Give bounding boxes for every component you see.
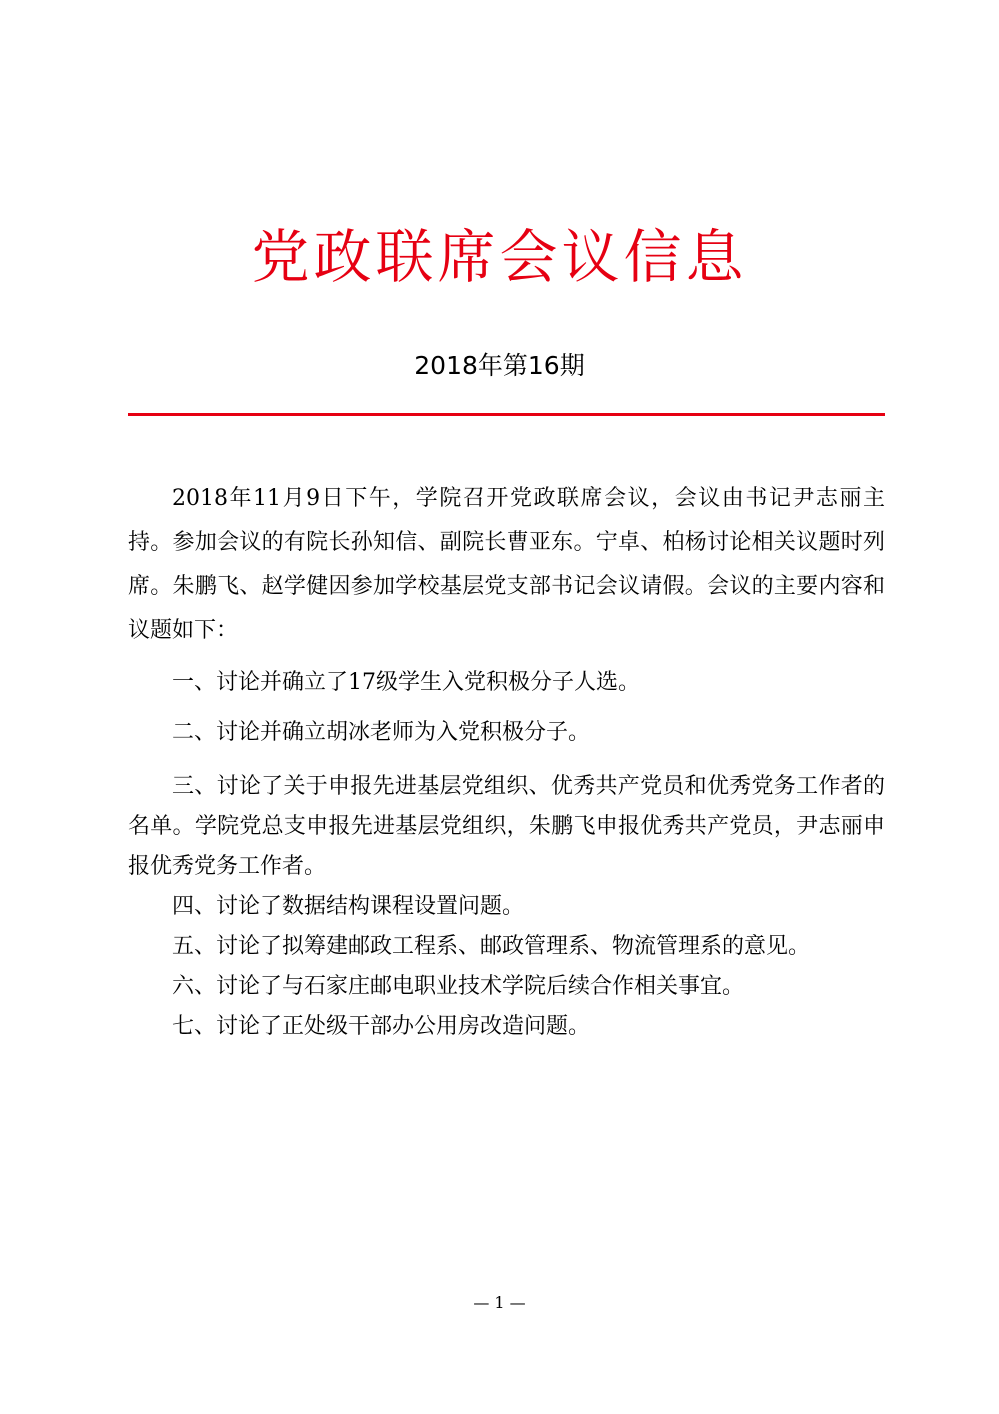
document-title: 党政联席会议信息 [251,223,748,291]
issue-number: 2018年第16期 [414,351,585,380]
intro-paragraph: 2018年11月9日下午，学院召开党政联席会议，会议由书记尹志丽主持。参加会议的有院长孙知信、副院长曹亚东。宁卓、柏杨讨论相关议题时列席。朱鹏飞、赵学健因参加学校基层党支部书记会议请假。会议的主要内容和议题如下： [128,486,885,643]
document-body [128,477,885,1047]
agenda-item-3: 三、讨论了关于申报先进基层党组织、优秀共产党员和优秀党务工作者的名单。学院党总支申报先进基层党组织，朱鹏飞申报优秀共产党员，尹志丽申报优秀党务工作者。 [128,774,885,879]
agenda-item-7: 七、讨论了正处级干部办公用房改造问题。 [172,1014,591,1039]
agenda-item-6: 六、讨论了与石家庄邮电职业技术学院后续合作相关事宜。 [172,974,745,999]
agenda-item-2: 二、讨论并确立胡冰老师为入党积极分子。 [172,720,591,745]
agenda-list [128,663,885,1047]
red-divider [128,413,885,416]
agenda-item-1: 一、讨论并确立了17级学生入党积极分子人选。 [172,670,640,695]
page-number: — 1 — [473,1293,526,1312]
agenda-item-4: 四、讨论了数据结构课程设置问题。 [172,894,525,919]
agenda-item-5: 五、讨论了拟筹建邮政工程系、邮政管理系、物流管理系的意见。 [172,934,811,959]
